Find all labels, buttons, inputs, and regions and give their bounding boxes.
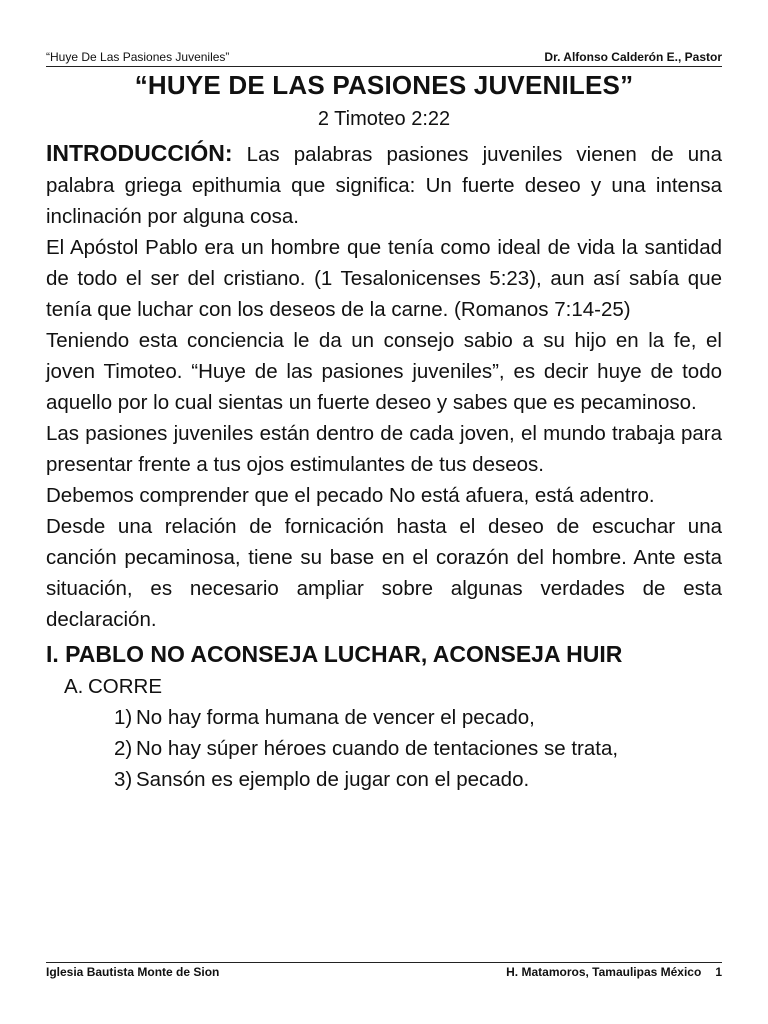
- footer-church: Iglesia Bautista Monte de Sion: [46, 965, 220, 979]
- list-text: Sansón es ejemplo de jugar con el pecado.: [136, 768, 530, 791]
- document-body: [46, 138, 722, 795]
- list-number: 3): [114, 768, 133, 791]
- list-text: No hay súper héroes cuando de tentaciones se trata,: [136, 737, 619, 760]
- list-number: 2): [114, 737, 133, 760]
- list-number: 1): [114, 706, 133, 729]
- list-item: [46, 733, 722, 764]
- point-list: [46, 702, 722, 795]
- paragraph: Desde una relación de fornicación hasta el deseo de escuchar una canción pecaminosa, tiene su base en el corazón del hombre. Ante esta situación, es necesario ampliar sobre algunas verdades de esta declaración.: [46, 515, 722, 631]
- section-heading: I. PABLO NO ACONSEJA LUCHAR, ACONSEJA HUIR: [46, 641, 623, 667]
- intro-label: INTRODUCCIÓN:: [46, 140, 233, 166]
- paragraph: Teniendo esta conciencia le da un consejo sabio a su hijo en la fe, el joven Timoteo. “Huye de las pasiones juveniles”, es decir huye de todo aquello por lo cual sientas un fuerte deseo y sabes que es pecaminoso.: [46, 329, 722, 414]
- subsection-label: CORRE: [88, 675, 163, 698]
- scripture-reference: 2 Timoteo 2:22: [317, 108, 451, 130]
- intro-paragraph: [46, 138, 722, 232]
- page-title: “HUYE DE LAS PASIONES JUVENILES”: [134, 70, 634, 100]
- footer-location: H. Matamoros, Tamaulipas México: [506, 965, 702, 979]
- paragraph: El Apóstol Pablo era un hombre que tenía como ideal de vida la santidad de todo el ser del cristiano. (1 Tesalonicenses 5:23), aun así sabía que tenía que luchar con los deseos de la carne. (Romanos 7:14-25): [46, 236, 722, 321]
- page-header: [46, 44, 722, 67]
- list-item: [46, 702, 722, 733]
- footer-location-group: [506, 965, 722, 979]
- subsection-marker: A.: [64, 675, 84, 698]
- page-footer: [46, 962, 722, 979]
- page-number: 1: [715, 965, 722, 979]
- intro-text: Las palabras pasiones juveniles vienen de una palabra griega epithumia que significa: Un fuerte deseo y una intensa inclinación por alguna cosa.: [46, 143, 722, 228]
- list-text: No hay forma humana de vencer el pecado,: [136, 706, 535, 729]
- header-title: “Huye De Las Pasiones Juveniles”: [46, 50, 230, 64]
- paragraph: Debemos comprender que el pecado No está afuera, está adentro.: [46, 484, 655, 507]
- list-item: [46, 764, 722, 795]
- header-author: Dr. Alfonso Calderón E., Pastor: [544, 50, 722, 64]
- paragraph: Las pasiones juveniles están dentro de cada joven, el mundo trabaja para presentar frente a tus ojos estimulantes de tus deseos.: [46, 422, 722, 476]
- subsection-heading: [46, 671, 722, 702]
